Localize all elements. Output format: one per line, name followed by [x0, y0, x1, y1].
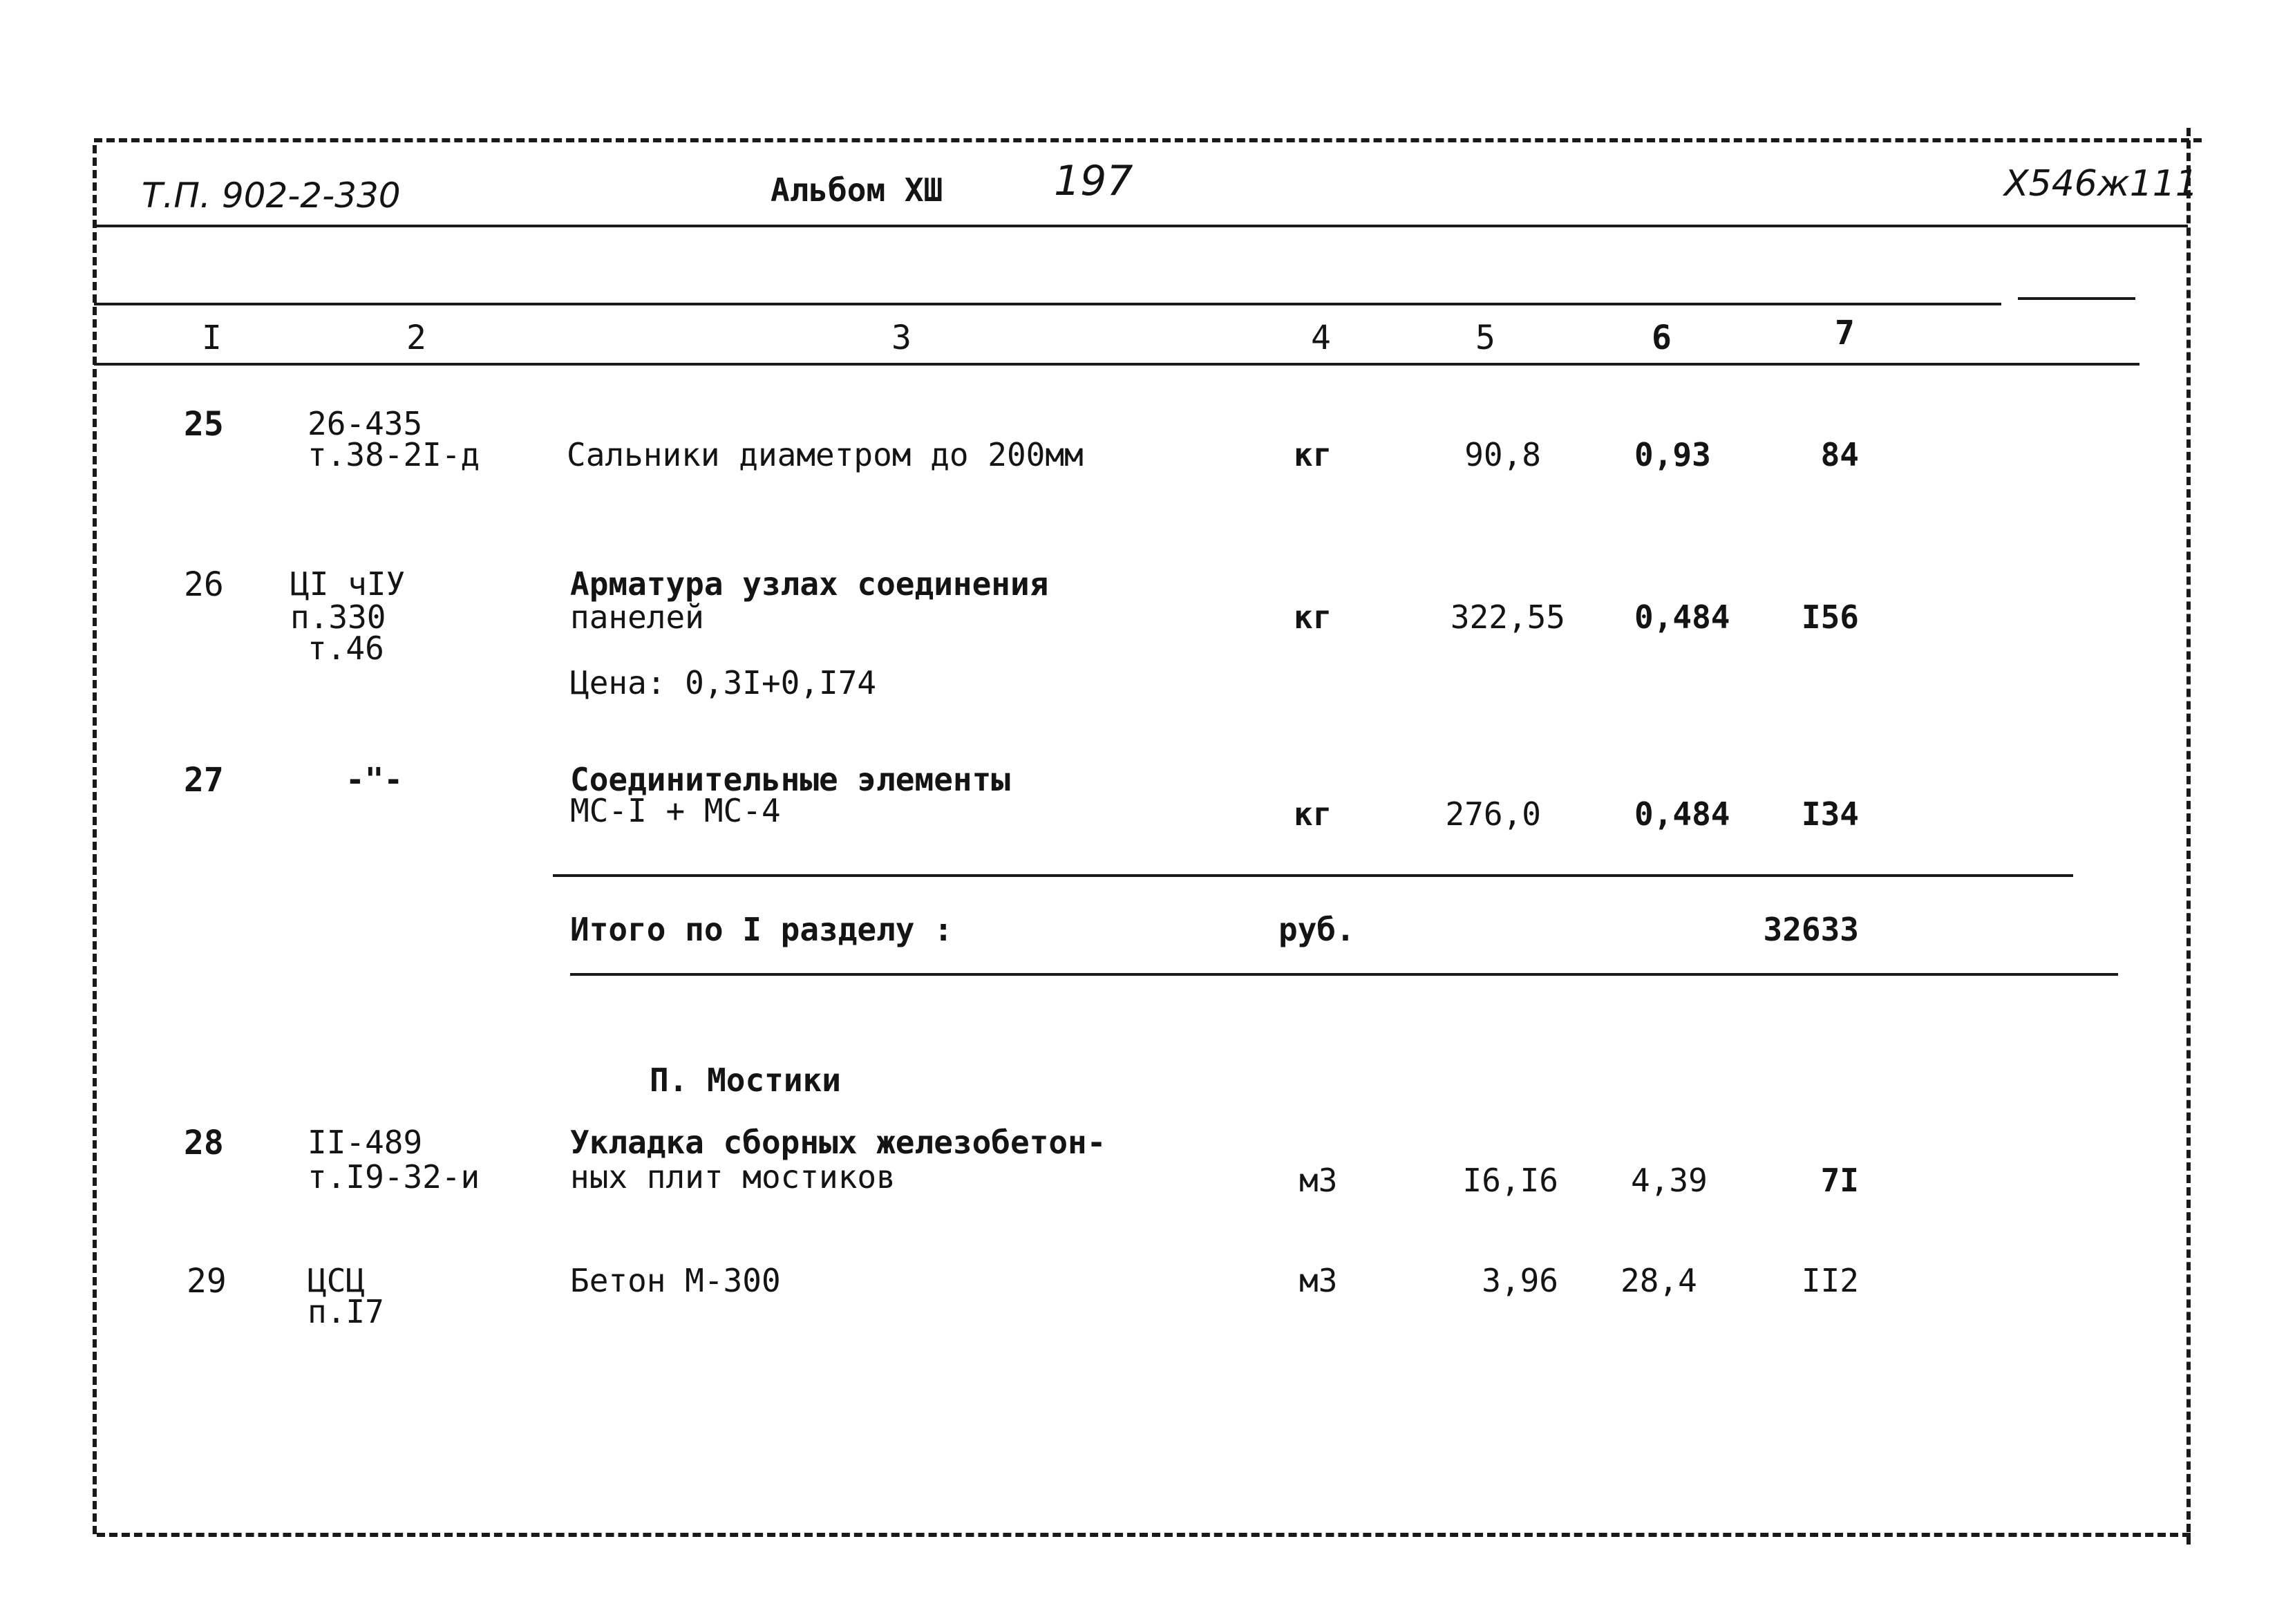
column-header-top-rule-right [2018, 297, 2135, 300]
column-header-5: 5 [1475, 319, 1495, 357]
page-number: 197 [1054, 157, 1133, 205]
column-header-2: 2 [406, 319, 426, 357]
album-label: Альбом ХШ [771, 171, 943, 209]
row-reference-line: ЦСЦ [308, 1262, 366, 1299]
header-rule [94, 225, 2188, 227]
row-total: I56 [1801, 598, 1859, 636]
column-header-1: I [202, 319, 222, 357]
row-unit: кг [1294, 598, 1332, 636]
row-number: 26 [184, 565, 224, 604]
frame-top-border [94, 138, 2202, 142]
row-reference-line: п.330 [290, 598, 386, 636]
row-number: 29 [187, 1262, 227, 1301]
subtotal-label: Итого по I разделу : [570, 911, 953, 948]
frame-right-border [2186, 128, 2191, 1545]
row-quantity: 90,8 [1464, 436, 1541, 473]
row-unit-price: 0,93 [1634, 436, 1711, 473]
row-number: 28 [184, 1124, 224, 1162]
subtotal-bottom-rule [570, 973, 2118, 976]
row-reference-ditto: -"- [346, 761, 404, 798]
row-unit-price: 4,39 [1631, 1162, 1708, 1199]
row-description-line: Соединительные элементы [570, 761, 1010, 798]
row-description-line: ных плит мостиков [570, 1158, 896, 1196]
frame-bottom-border [97, 1533, 2191, 1537]
row-description-line: Бетон М-300 [570, 1262, 781, 1299]
frame-left-border [93, 145, 97, 1534]
row-unit-price: 0,484 [1634, 598, 1730, 636]
subtotal-total: 32633 [1763, 911, 1859, 948]
subtotal-top-rule [553, 874, 2073, 877]
row-description-line: МС-I + МС-4 [570, 792, 781, 829]
row-total: 7I [1820, 1162, 1859, 1199]
row-unit-price: 28,4 [1621, 1262, 1697, 1299]
column-header-4: 4 [1311, 319, 1331, 357]
column-header-top-rule [94, 303, 2001, 305]
subtotal-unit: руб. [1278, 911, 1355, 948]
inventory-number: Х546ж111 [2004, 163, 2198, 205]
row-total: 84 [1820, 436, 1859, 473]
row-quantity: 276,0 [1445, 795, 1541, 833]
section-title: П. Мостики [650, 1061, 841, 1099]
row-quantity: 322,55 [1450, 598, 1565, 636]
row-unit: кг [1294, 436, 1332, 473]
doc-code: Т.П. 902-2-330 [142, 176, 401, 216]
row-reference-line: п.I7 [308, 1293, 384, 1330]
row-unit: м3 [1299, 1162, 1338, 1199]
row-number: 27 [184, 761, 224, 800]
row-unit-price: 0,484 [1634, 795, 1730, 833]
row-reference-line: т.38-2I-д [308, 436, 480, 473]
column-header-7: 7 [1835, 314, 1855, 352]
row-description-line: панелей [570, 598, 704, 636]
row-reference-line: т.46 [308, 630, 384, 667]
row-reference-line: т.I9-32-и [308, 1158, 480, 1196]
row-description-line: Укладка сборных железобетон- [570, 1124, 1106, 1161]
row-reference-line: II-489 [308, 1124, 423, 1161]
row-description-line: Арматура узлах соединения [570, 565, 1049, 603]
row-reference-line: 26-435 [308, 405, 423, 442]
row-total: I34 [1801, 795, 1859, 833]
row-description-line: Сальники диаметром до 200мм [567, 436, 1084, 473]
column-header-6: 6 [1652, 319, 1672, 357]
row-price-note: Цена: 0,3I+0,I74 [570, 664, 877, 701]
row-total: II2 [1801, 1262, 1859, 1299]
column-header-bottom-rule [94, 363, 2139, 366]
row-quantity: 3,96 [1482, 1262, 1558, 1299]
row-unit: кг [1294, 795, 1332, 833]
row-unit: м3 [1299, 1262, 1338, 1299]
row-quantity: I6,I6 [1462, 1162, 1558, 1199]
row-number: 25 [184, 405, 224, 444]
row-reference-line: ЦI чIУ [290, 565, 406, 603]
column-header-3: 3 [891, 319, 911, 357]
